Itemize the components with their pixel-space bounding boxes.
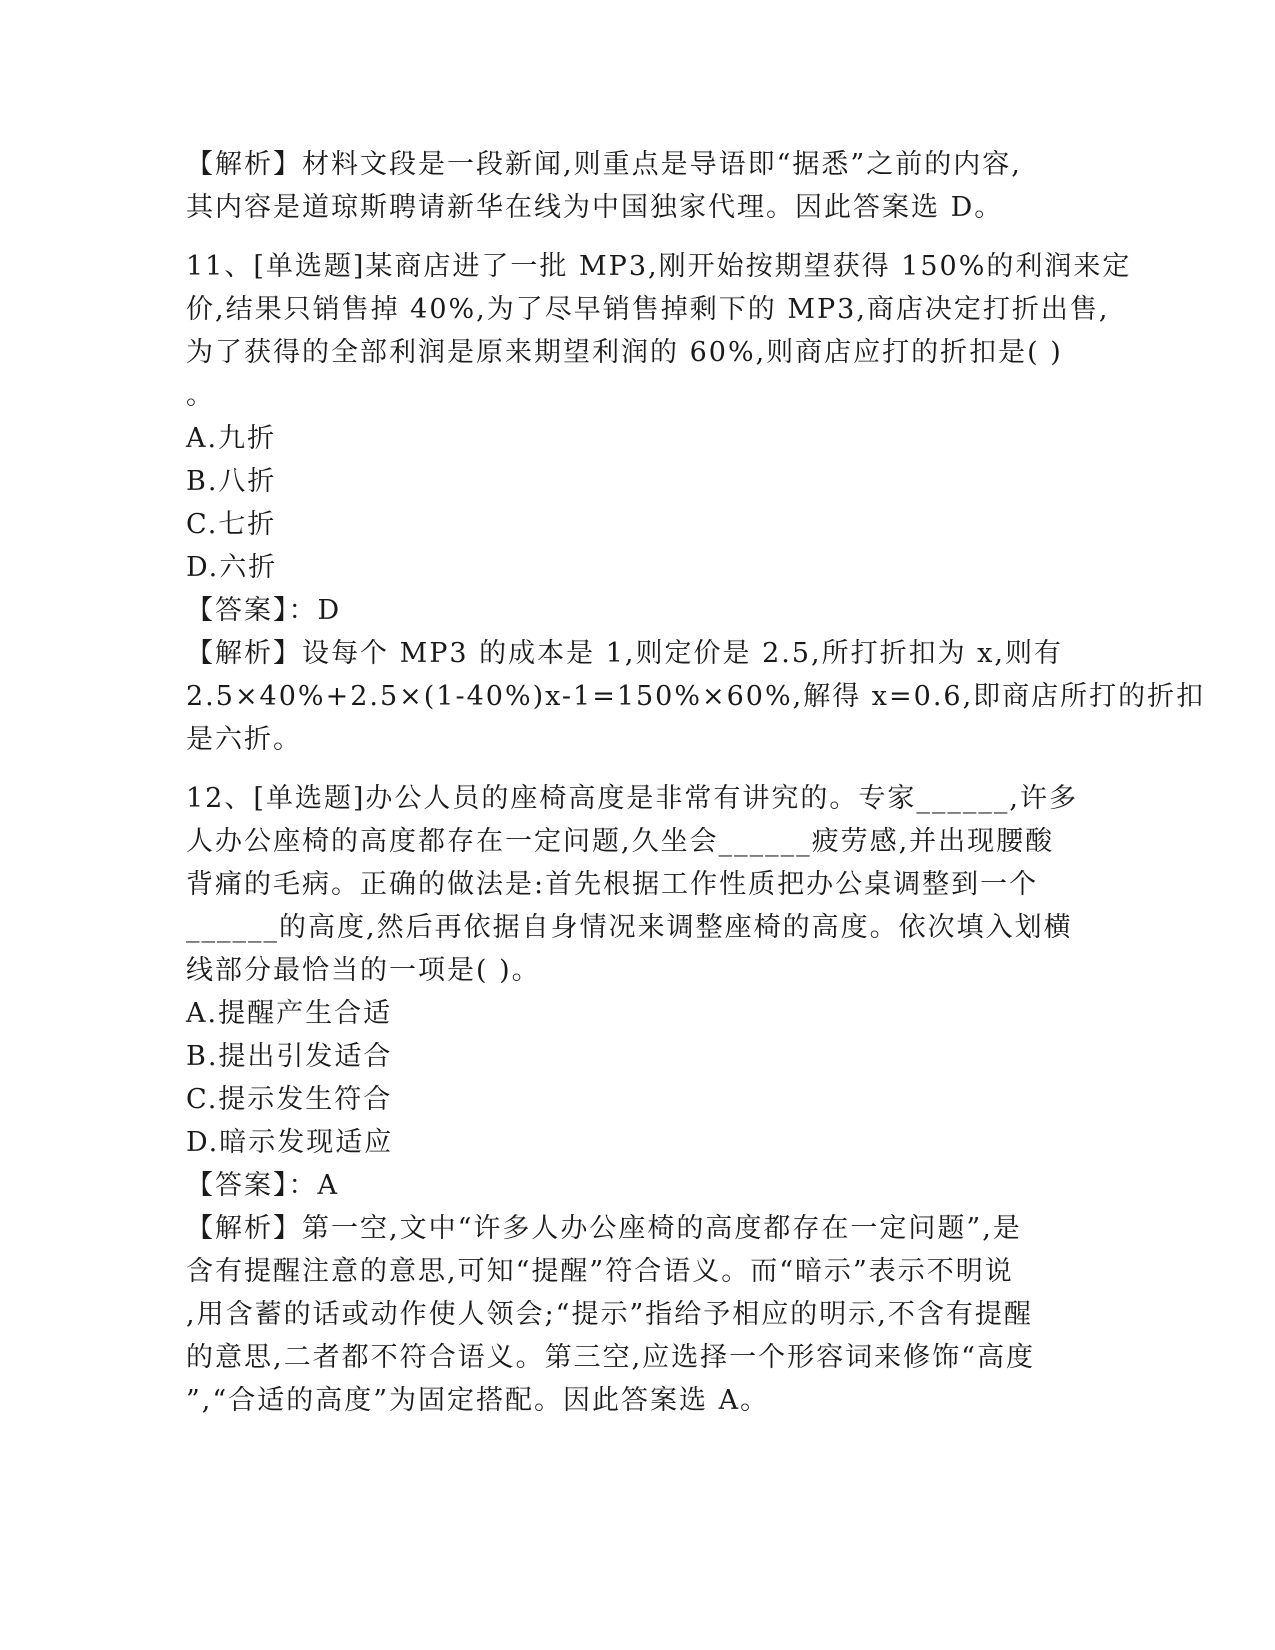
question-stem-line: 背痛的毛病。正确的做法是:首先根据工作性质把办公桌调整到一个 xyxy=(186,869,1039,900)
question-stem-line: 为了获得的全部利润是原来期望利润的 60%,则商店应打的折扣是( ) xyxy=(186,337,1063,368)
question-stem-line: 。 xyxy=(186,380,215,411)
analysis-line: 是六折。 xyxy=(186,724,302,755)
analysis-line: 【解析】第一空,文中“许多人办公座椅的高度都存在一定问题”,是 xyxy=(186,1213,1022,1244)
analysis-line: 含有提醒注意的意思,可知“提醒”符合语义。而“暗示”表示不明说 xyxy=(186,1256,1014,1287)
q10-analysis xyxy=(186,143,1106,229)
answer-line: 【答案】：A xyxy=(186,1170,339,1201)
analysis-line: 【解析】材料文段是一段新闻,则重点是导语即“据悉”之前的内容, xyxy=(186,149,1022,180)
answer-line: 【答案】：D xyxy=(186,595,342,626)
option-a: A.九折 xyxy=(186,423,277,454)
option-a: A.提醒产生合适 xyxy=(186,998,393,1029)
analysis-line: ”,“合适的高度”为固定搭配。因此答案选 A。 xyxy=(186,1385,770,1416)
analysis-line: 的意思,二者都不符合语义。第三空,应选择一个形容词来修饰“高度 xyxy=(186,1342,1035,1373)
option-b: B.八折 xyxy=(186,466,277,497)
analysis-line: ,用含蓄的话或动作使人领会;“提示”指给予相应的明示,不含有提醒 xyxy=(186,1299,1033,1330)
question-stem-line: 人办公座椅的高度都存在一定问题,久坐会______疲劳感,并出现腰酸 xyxy=(186,826,1055,857)
option-d: D.暗示发现适应 xyxy=(186,1127,394,1158)
analysis-line: 2.5×40%+2.5×(1-40%)x-1=150%×60%,解得 x=0.6,即商店所打的折扣 xyxy=(186,681,1206,712)
document-page xyxy=(186,143,1206,1422)
question-stem-line: ______的高度,然后再依据自身情况来调整座椅的高度。依次填入划横 xyxy=(186,912,1073,943)
analysis-line: 【解析】设每个 MP3 的成本是 1,则定价是 2.5,所打折扣为 x,则有 xyxy=(186,638,1063,669)
question-12 xyxy=(186,777,1106,1422)
question-stem-line: 价,结果只销售掉 40%,为了尽早销售掉剩下的 MP3,商店决定打折出售, xyxy=(186,294,1110,325)
question-stem-line: 12、[单选题]办公人员的座椅高度是非常有讲究的。专家______,许多 xyxy=(186,783,1079,814)
option-c: C.提示发生符合 xyxy=(186,1084,393,1115)
option-b: B.提出引发适合 xyxy=(186,1041,393,1072)
analysis-line: 其内容是道琼斯聘请新华在线为中国独家代理。因此答案选 D。 xyxy=(186,192,1004,223)
question-11 xyxy=(186,245,1206,761)
option-d: D.六折 xyxy=(186,552,278,583)
question-stem-line: 线部分最恰当的一项是( )。 xyxy=(186,955,541,986)
question-stem-line: 11、[单选题]某商店进了一批 MP3,刚开始按期望获得 150%的利润来定 xyxy=(186,251,1132,282)
option-c: C.七折 xyxy=(186,509,277,540)
